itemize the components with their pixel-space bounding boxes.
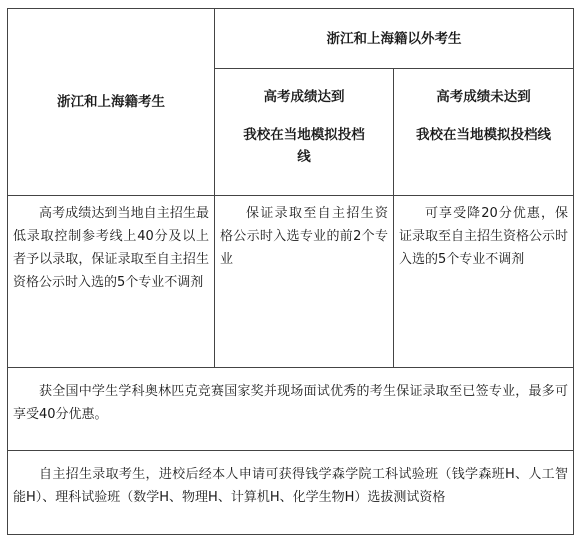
header-score-not-reached	[394, 69, 574, 196]
cell-qianxuesen-college-policy: 自主招生录取考生，进校后经本人申请可获得钱学森学院工科试验班（钱学森班H、人工智能H）、理科试验班（数学H、物理H、计算机H、化学生物H）选拔测试资格	[8, 451, 574, 535]
header-zhejiang-shanghai: 浙江和上海籍考生	[8, 9, 215, 196]
cell-olympiad-policy: 获全国中学生学科奥林匹克竞赛国家奖并现场面试优秀的考生保证录取至已签专业，最多可享受40分优惠。	[8, 368, 574, 451]
header-score-not-reached-line1: 高考成绩未达到	[436, 89, 531, 105]
header-score-not-reached-line2: 我校在当地模拟投档线	[416, 127, 551, 143]
header-score-reached	[215, 69, 394, 196]
admission-policy-table-container	[7, 8, 574, 535]
header-score-reached-line1: 高考成绩达到	[263, 89, 345, 105]
cell-not-reached-policy: 可享受降20分优惠，保证录取至自主招生资格公示时入选的5个专业不调剂	[394, 196, 574, 368]
admission-policy-table	[7, 8, 574, 535]
header-outside-zhejiang-shanghai: 浙江和上海籍以外考生	[215, 9, 574, 69]
header-score-reached-line3: 线	[297, 149, 311, 165]
header-score-reached-line2: 我校在当地模拟投档	[243, 127, 365, 143]
cell-zhejiang-shanghai-policy: 高考成绩达到当地自主招生最低录取控制参考线上40分及以上者予以录取，保证录取至自主招生资格公示时入选的5个专业不调剂	[8, 196, 215, 368]
cell-reached-policy: 保证录取至自主招生资格公示时入选专业的前2个专业	[215, 196, 394, 368]
